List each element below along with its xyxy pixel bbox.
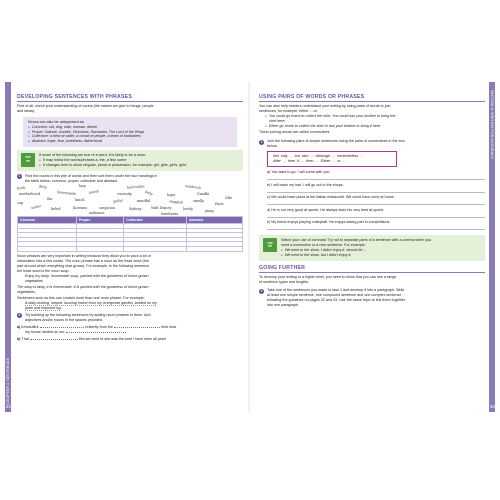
noun-abstract: ● Abstract: hope, fear, loneliness, fatherhood: [28, 139, 232, 144]
pile-word: suspicion: [99, 205, 116, 210]
pair-example-1: ● You could go home to collect the shirt. You could ask your brother to bring the: [265, 114, 485, 119]
book-spread: [5, 82, 495, 412]
pile-word: Paris: [215, 201, 224, 206]
pair-example-2: ● Either go home to collect the shirt or ask your brother to bring it here.: [265, 124, 485, 129]
pile-word: lunch: [75, 197, 85, 202]
task-2-develop-paragraph: 2 Take one of the sentences you made in task 1 and develop it into a paragraph. Write at least one simple sentence, one compound sentence and one complex sentence following the guidance on pages 32 and 33. Use the same topic to link them together into one paragraph.: [260, 288, 406, 307]
pile-word: motherhood: [19, 191, 40, 196]
table-cell[interactable]: [124, 246, 187, 251]
top-tip-nouns: TOP TIP If some of the following are true of a word, it is likely to be a noun: ● It may follow the words/phrases a, the, a few, some ● It changes form to show singular, plural or possession, for example: girl, girls, girl's, girls': [17, 150, 243, 171]
pile-word: Gandhi: [197, 191, 210, 196]
noun-proper: ● Proper: Nairobi, Gandhi, Victorians, Ramadan, The Lord of the Rings: [28, 130, 232, 135]
answer-line[interactable]: [267, 189, 485, 193]
pile-word: believable: [126, 184, 145, 190]
task-number-badge: 1: [260, 139, 263, 144]
answer-line[interactable]: [267, 214, 485, 218]
answer-line[interactable]: [267, 226, 485, 230]
noun-common: ● Common: cat, dog, man, woman, dinner: [28, 125, 232, 130]
pile-word: sandwich: [184, 183, 202, 191]
pile-word: audience: [89, 210, 105, 215]
pile-word: Sydney: [129, 206, 142, 211]
pile-word: loneliness: [161, 211, 179, 216]
col-abstract: Abstract: [187, 216, 243, 223]
section-heading-pairs: USING PAIRS OF WORDS OR PHRASES: [259, 94, 485, 102]
pile-word: Walt Disney: [151, 205, 172, 210]
table-cell[interactable]: [76, 246, 123, 251]
pile-word: cup: [17, 200, 24, 205]
task-1-find-nouns: 1 Find the nouns in this pile of words and then sort them under the four headings in the table below: common, proper, collective and abstract.: [18, 173, 158, 183]
pile-word: smelly: [193, 198, 205, 203]
top-tip-badge: TOP TIP: [21, 153, 35, 167]
page-number-left: 32: [6, 404, 11, 409]
pile-word: honey: [88, 189, 100, 195]
example-sentence-2: The soup is tasty, it is homemade; it is packed with the goodness of home-grown vegetables.: [17, 284, 149, 294]
task-number-badge: 2: [260, 288, 263, 293]
pile-word: lovely: [183, 206, 194, 211]
pile-word: guilty: [112, 198, 123, 204]
pile-word: sluggish: [168, 199, 184, 205]
pair-example-1-cont: shirt here.: [269, 119, 286, 123]
intro-text: First of all, check your understanding of nouns (the names we give to things, people and ideas).: [17, 104, 154, 113]
section-label: SECTION A: WRITING FOR ACCURACY: [489, 90, 494, 160]
table-cell[interactable]: [18, 246, 77, 251]
word-pile: [17, 185, 243, 215]
table-row: [18, 246, 243, 251]
noun-collective: ● Collective: a herd of cattle, a crowd of people, a team of footballers: [28, 134, 232, 139]
going-further-text: To develop your writing to a higher level, you need to show that you can use a range of sentence types and lengths.: [259, 275, 397, 284]
blank-field[interactable]: [30, 339, 78, 340]
noun-categories-box: [23, 117, 237, 147]
example-sentence-1: Enjoy my tasty, homemade soup, packed with the goodness of home-grown vegetables.: [25, 273, 149, 283]
top-tip-badge: TOP TIP: [263, 238, 277, 252]
section-heading-phrases: DEVELOPING SENTENCES WITH PHRASES: [17, 94, 243, 102]
exercise-b: b) I will wash my hair. I will go out to the shops.: [267, 182, 344, 187]
chapter-label: CHAPTER 1: SENTENCES: [6, 357, 11, 404]
table-cell[interactable]: [187, 246, 243, 251]
noun-phrase-paragraph: Noun phrases are very important in writing because they allow you to pack a lot of information into a few words. The noun phrase has a noun as the head word (the part around which everything else grows). For example, in the following sentence the head word is the noun soup:: [17, 253, 151, 273]
col-collective: Collective: [124, 216, 187, 223]
blank-field[interactable]: [40, 327, 84, 328]
pile-word: baby: [144, 189, 154, 197]
pile-word: jump: [205, 208, 214, 213]
left-chapter-strip: [5, 82, 11, 412]
noun-sort-table: [17, 216, 243, 252]
pile-word: curiosity: [117, 191, 132, 196]
pile-word: mindful: [137, 198, 151, 203]
task-number-badge: 2: [18, 313, 21, 318]
right-content: [259, 94, 485, 308]
left-content: [17, 94, 243, 342]
answer-line[interactable]: [267, 201, 485, 205]
fill-in-a-continued: my house landed on our: [25, 330, 243, 335]
pile-word: the: [47, 196, 53, 201]
task-1-join-sentences: 1 Join the following pairs of simple sentences using the pairs of connectives in the box below.: [260, 139, 405, 148]
top-tip-commas: TOP TIP Watch your use of commas! Try not to separate parts of a sentence with a comma when you need a connective or a new sentence. For example: ● We went to the show, I didn't enjoy it. should be ... ● We went to the show, but I didn't enjoy it.: [259, 235, 485, 261]
pile-word: Nile: [225, 195, 233, 200]
pile-word: book: [16, 185, 26, 191]
noun-box-title: Nouns can also be categorised as:: [28, 120, 85, 124]
fill-in-a: a) A beautiful, butterfly from the field near: [17, 324, 177, 329]
connectives-note: These joining words are called connectives.: [259, 130, 331, 134]
answer-line[interactable]: [267, 176, 485, 180]
pile-word: lazy: [79, 183, 86, 188]
example-sentence-3: A tasty-looking, striped, buzzing insect from my overgrown garden, landed on my plate and exposed lsp.: [25, 300, 157, 310]
col-proper: Proper: [76, 216, 123, 223]
fill-in-b: b) That film we went to see was the best I have seen all year!: [17, 336, 167, 341]
left-page: [5, 82, 249, 412]
col-common: Common: [18, 216, 77, 223]
pile-word: Koreans: [73, 205, 88, 210]
blank-field[interactable]: [114, 327, 160, 328]
exercise-d: d) He is not very good at sports. He always does his very best at sports.: [267, 207, 385, 212]
right-section-strip: [489, 82, 495, 412]
exercise-c: c) We could have pizza at the Italian restaurant. We could have curry at home.: [267, 195, 395, 199]
section-heading-going-further: GOING FURTHER: [259, 265, 485, 273]
pile-word: under: [30, 203, 42, 210]
task-2-build-sentences: 2 Try building up the following sentences by adding noun phrases to them. Add adjectives and/or nouns in the spaces provided.: [18, 312, 151, 322]
blank-field[interactable]: [66, 332, 126, 333]
task-number-badge: 1: [18, 174, 21, 179]
pile-word: belief: [51, 206, 61, 211]
connectives-box: Not only ... but also ... Although ... nevertheless ... After ... then If ... then ... Either ... or ...: [267, 151, 397, 167]
right-page: [251, 82, 495, 412]
exercise-e: e) My friend enjoys playing volleyball. He enjoys taking part in competitions.: [267, 220, 391, 224]
pairs-intro: You can also help readers understand your writing by using pairs of words to join sentences, for example, either ... or:: [259, 104, 391, 113]
pile-word: dirty: [38, 184, 48, 190]
multi-phrase-text: Sentences such as this can contain more than one noun phrase. For example:: [17, 295, 145, 300]
pile-word: homemade: [56, 190, 77, 196]
pile-word: hope: [167, 192, 176, 197]
exercise-a: a) You want to go. I will come with you.: [267, 170, 331, 174]
page-number-right: 33: [490, 404, 495, 409]
